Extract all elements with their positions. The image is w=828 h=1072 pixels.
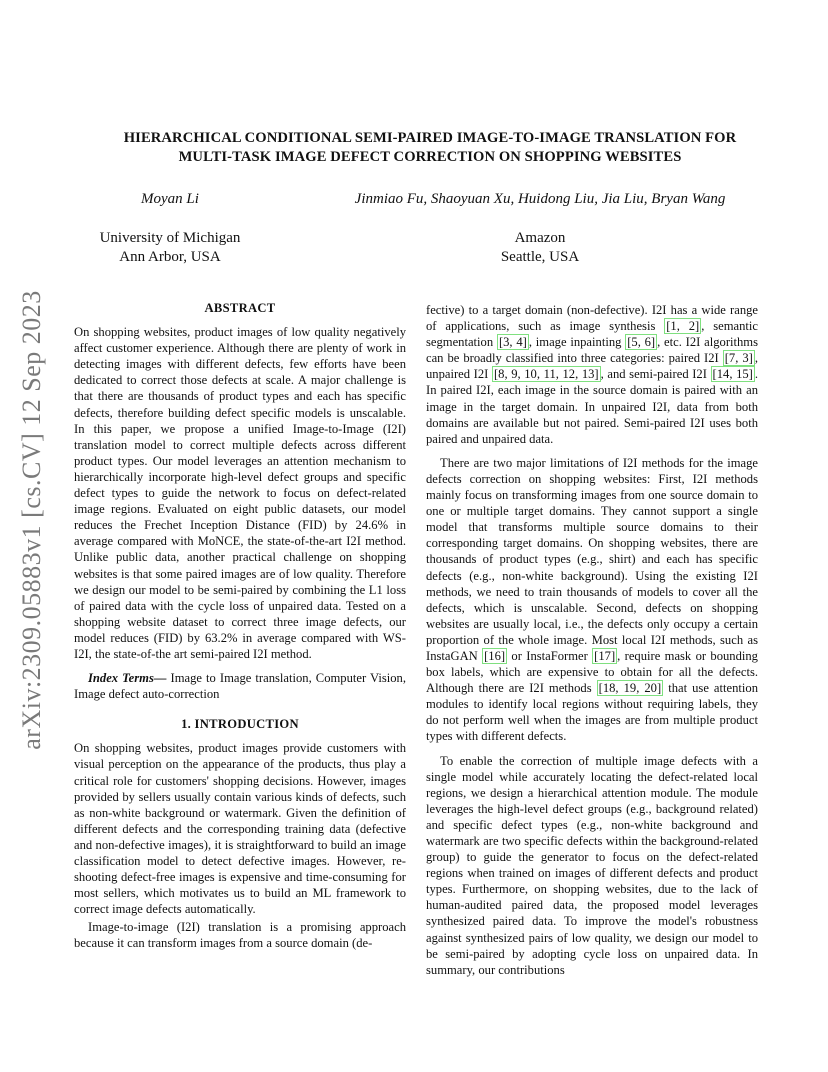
introduction-paragraph-1: On shopping websites, product images provide customers with visual perception on the appearance of the products, thus play a critical role for customers' shopping decisions. However, images provided by sellers usually contain various kinds of defects, such as non-white background or watermark. Given the definition of different defects and the corresponding training data (defective and non-defective images), it is straightforward to build an image classification model to detect defective images. However, re-shooting defect-free images is expensive and time-consuming for most sellers, which motivates us to build an ML framework to correct image defects automatically. [74,741,406,917]
citation-link[interactable]: [1, 2] [666,319,700,334]
index-terms-text: Image to Image translation, Computer Vision, Image defect auto-correction [74,671,406,702]
introduction-heading: 1. INTRODUCTION [181,717,299,732]
paper-title-line-2: MULTI-TASK IMAGE DEFECT CORRECTION ON SHOPPING WEBSITES [178,149,682,165]
citation-link[interactable]: [16] [484,648,506,663]
text-run: , semantic segmentation [426,319,758,350]
citation-link[interactable]: [14, 15] [712,367,753,382]
citation-link[interactable]: [5, 6] [627,335,656,350]
text-run: fective) to a target domain (non-defective). I2I has a wide range of applications, such as image synthesis [426,303,758,334]
citation-link[interactable]: [3, 4] [498,335,527,350]
text-run: . In paired I2I, each image in the source domain is paired with an image in the target domain. In unpaired I2I, data from both domains are available but not paired. Semi-paired I2I uses both paired and unpaired data. [426,367,759,446]
citation-link[interactable]: [8, 9, 10, 11, 12, 13] [493,367,599,382]
abstract-heading: ABSTRACT [204,301,276,315]
text-run: , unpaired I2I [426,351,759,382]
author-left: Moyan Li [141,191,199,207]
right-paragraph-2 [426,455,758,745]
citation-link[interactable]: [7, 3] [724,351,753,366]
text-run: , and semi-paired I2I [600,367,711,382]
left-column [74,300,406,952]
right-paragraph-3: To enable the correction of multiple image defects with a single model while accurately locating the defect-related local regions, we design a hierarchical attention module. The module leverages the high-level defect groups (e.g., background related) and specific defect types (e.g., non-white background and watermark are two specific defects within the background-related group) to guide the generator to focus on the defect-related regions when trained on images of different defects and product types. Furthermore, on shopping websites, due to the lack of human-audited paired data, the proposed model leverages synthesized paired data. To improve the model's robustness against synthesized pairs of low quality, we design our model to be semi-paired by adopting cycle loss on unpaired data. In summary, our contributions [426,753,758,977]
affiliation-right [440,229,640,267]
text-run: that use attention modules to identify local regions without requiring labels, they do not perform well when the images are from multiple product types with different defects. [426,681,758,744]
author-right: Jinmiao Fu, Shaoyuan Xu, Huidong Liu, Jia Liu, Bryan Wang [354,191,726,207]
index-terms [74,670,406,702]
affiliation-left-line-1: University of Michigan [99,230,241,246]
arxiv-identifier [10,285,54,755]
arxiv-identifier-text: arXiv:2309.05883v1 [cs.CV] 12 Sep 2023 [17,290,47,750]
affiliation-right-line-2: Seattle, USA [500,249,580,265]
text-run: , image inpainting [528,335,626,350]
affiliation-right-line-1: Amazon [514,230,566,246]
right-column [426,302,758,978]
abstract-text: On shopping websites, product images of low quality negatively affect customer experience. Although there are plenty of work in detecting images with different defects, few efforts have been dedicated to correct those defects at scale. A major challenge is that there are thousands of product types and each has specific defects, therefore building defect specific models is unscalable. In this paper, we propose a unified Image-to-Image (I2I) translation model to correct multiple defects across different product types. Our model leverages an attention mechanism to hierarchically incorporate high-level defect groups and specific defect types to guide the network to focus on defect-related image regions. Evaluated on eight public datasets, our model reduces the Frechet Inception Distance (FID) by 24.6% in average compared with MoNCE, the state-of-the-art I2I method. Unlike public data, another practical challenge on shopping websites is that some paired images are of low quality. Therefore we design our model to be semi-paired by combining the L1 loss of paired data with the cycle loss of unpaired data. Tested on a shopping website dataset to correct three image defects, our model reduces (FID) by 63.2% in average compared with WS-I2I, the state-of-the art semi-paired I2I method. [74,325,406,661]
text-run: , etc. I2I algorithms can be broadly classified into three categories: paired I2I [426,335,758,366]
affiliation-left [70,229,270,267]
citation-link[interactable]: [18, 19, 20] [598,681,662,696]
text-run: , require mask or bounding box labels, which are expensive to obtain for all the defects. Although there are I2I methods [426,648,758,696]
paper-title [60,129,800,167]
introduction-paragraph-2: Image-to-image (I2I) translation is a promising approach because it can transform images from a source domain (de- [74,920,406,951]
index-terms-label: Index Terms— [88,671,167,686]
text-run: There are two major limitations of I2I methods for the image defects correction on shopping websites: First, I2I methods mainly focus on transforming images from one source domain to one or multiple target domains. They cannot support a single model that transforms multiple source domains to their corresponding target domains. On shopping websites, there are thousands of product types (e.g., shirt) and each has specific defects (e.g., non-white background). Using the existing I2I methods, we need to train thousands of models to cover all the defects, which is unscalable. Second, defects on shopping websites are usually local, i.e., the defects only occupy a certain proportion of the whole image. Most local I2I methods, such as InstaGAN [426,455,758,663]
right-paragraph-1 [426,302,758,447]
text-run: or InstaFormer [507,648,593,663]
affiliation-left-line-2: Ann Arbor, USA [119,249,221,265]
citation-link[interactable]: [17] [594,648,616,663]
paper-title-line-1: HIERARCHICAL CONDITIONAL SEMI-PAIRED IMAGE-TO-IMAGE TRANSLATION FOR [123,130,737,146]
